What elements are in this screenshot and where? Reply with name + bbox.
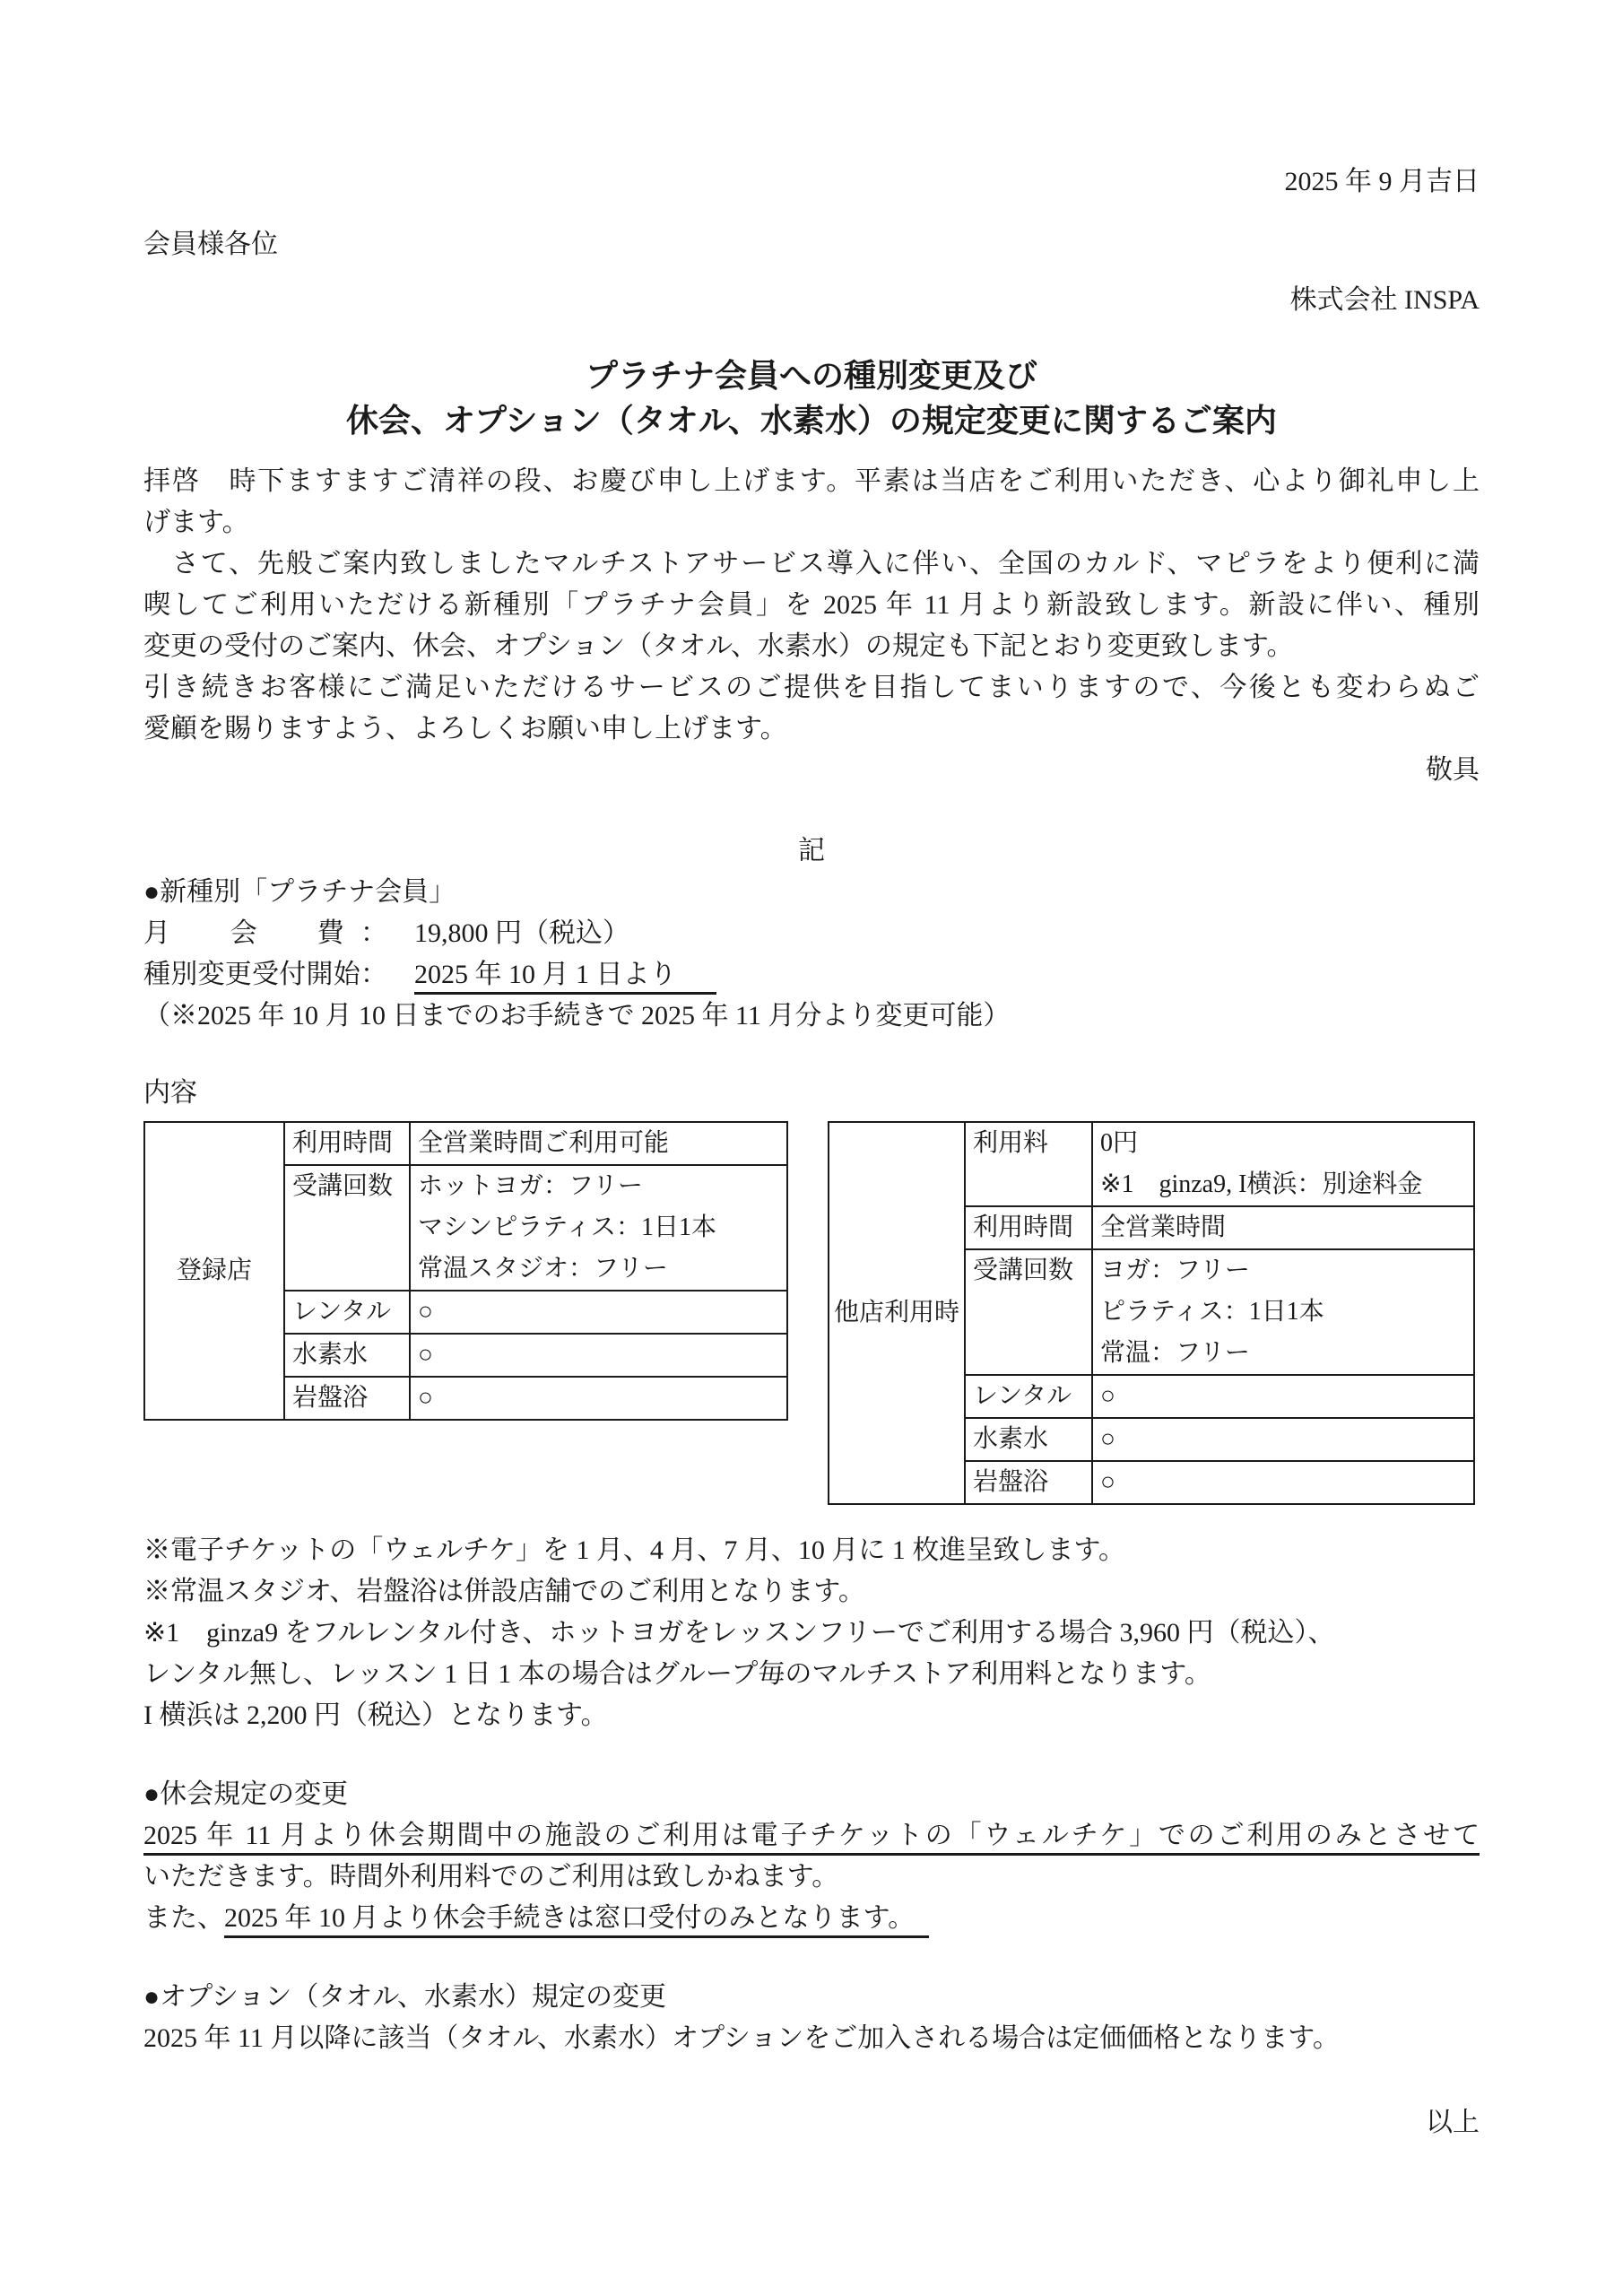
document-title bbox=[143, 353, 1480, 443]
date-line: 2025 年 9 月吉日 bbox=[1284, 167, 1480, 196]
row-label-cell: 水素水 bbox=[284, 1334, 410, 1377]
membership-note: （※2025 年 10 月 10 日までのお手続きで 2025 年 11 月分より変更可能） bbox=[143, 1001, 1011, 1031]
value-line: マシンピラティス：1日1本 bbox=[418, 1213, 717, 1241]
row-label-cell: 岩盤浴 bbox=[284, 1377, 410, 1420]
value-line: ヨガ：フリー bbox=[1100, 1257, 1250, 1284]
record-mark: 記 bbox=[798, 836, 825, 865]
suspension-underlined-text: 2025 年 10 月より休会手続きは窓口受付のみとなります。 bbox=[224, 1903, 929, 1938]
body-line: 拝啓 時下ますますご清祥の段、お慶び申し上げます。平素は当店をご利用いただき、心より御礼申し上 bbox=[143, 466, 1480, 496]
suspension-line bbox=[143, 1898, 1480, 1939]
row-label-cell: 利用時間 bbox=[965, 1206, 1092, 1249]
content-heading: 内容 bbox=[143, 1078, 197, 1108]
suspension-line bbox=[143, 1815, 1480, 1857]
row-value-cell bbox=[410, 1165, 787, 1291]
row-label-cell: 受講回数 bbox=[284, 1165, 410, 1291]
row-value-cell: ○ bbox=[410, 1291, 787, 1334]
suspension-underlined-text: 2025 年 11 月より休会期間中の施設のご利用は電子チケットの「ウェルチケ」でのご利用のみとさせて bbox=[143, 1821, 1480, 1856]
value-line: ※1 ginza9, I横浜：別途料金 bbox=[1100, 1170, 1423, 1198]
membership-start-value: 2025 年 10 月 1 日より bbox=[414, 960, 716, 995]
value-line: ピラティス：1日1本 bbox=[1100, 1298, 1324, 1326]
value-line: ホットヨガ：フリー bbox=[418, 1172, 643, 1200]
recipient-line: 会員様各位 bbox=[143, 230, 278, 259]
closing-word: 敬具 bbox=[1426, 755, 1480, 785]
membership-fee-value: 19,800 円（税込） bbox=[414, 918, 629, 948]
row-value-cell bbox=[1092, 1249, 1474, 1375]
membership-heading: ●新種別「プラチナ会員」 bbox=[143, 877, 456, 907]
option-line: 2025 年 11 月以降に該当（タオル、水素水）オプションをご加入される場合は定価価格となります。 bbox=[143, 2023, 1340, 2053]
title-line-1: プラチナ会員への種別変更及び bbox=[585, 358, 1037, 394]
membership-start-label: 種別変更受付開始： bbox=[143, 960, 387, 989]
row-value-cell: ○ bbox=[1092, 1461, 1474, 1504]
row-label-cell: 岩盤浴 bbox=[965, 1461, 1092, 1504]
group-label-cell: 他店利用時 bbox=[829, 1122, 965, 1504]
value-line: 0円 bbox=[1100, 1129, 1139, 1157]
row-label-cell: 利用料 bbox=[965, 1122, 1092, 1206]
suspension-line-prefix: また、 bbox=[143, 1903, 224, 1933]
row-value-cell: ○ bbox=[1092, 1375, 1474, 1418]
note-line: ※電子チケットの「ウェルチケ」を 1 月、4 月、7 月、10 月に 1 枚進呈致します。 bbox=[143, 1535, 1125, 1565]
group-label-cell: 登録店 bbox=[144, 1122, 284, 1420]
row-label-cell: 利用時間 bbox=[284, 1122, 410, 1165]
row-value-cell: ○ bbox=[410, 1377, 787, 1420]
value-line: 常温スタジオ：フリー bbox=[418, 1255, 668, 1283]
body-line: 愛顧を賜りますよう、よろしくお願い申し上げます。 bbox=[143, 714, 787, 744]
row-value-cell: ○ bbox=[1092, 1418, 1474, 1461]
row-label-cell: 受講回数 bbox=[965, 1249, 1092, 1375]
table-row bbox=[829, 1122, 1474, 1206]
row-value-cell bbox=[1092, 1122, 1474, 1206]
note-line: ※1 ginza9 をフルレンタル付き、ホットヨガをレッスンフリーでご利用する場合 3,960 円（税込）、 bbox=[143, 1618, 1335, 1648]
row-label-cell: レンタル bbox=[284, 1291, 410, 1334]
other-store-table bbox=[828, 1121, 1475, 1505]
value-line: 常温：フリー bbox=[1100, 1339, 1250, 1367]
suspension-line: いただきます。時間外利用料でのご利用は致しかねます。 bbox=[143, 1862, 839, 1892]
content-tables bbox=[143, 1121, 1480, 1505]
greeting-paragraph bbox=[143, 461, 1480, 791]
end-mark: 以上 bbox=[1426, 2108, 1480, 2137]
membership-fee-label: 月 会 費： bbox=[143, 918, 387, 948]
suspension-heading: ●休会規定の変更 bbox=[143, 1779, 349, 1809]
row-value-cell: 全営業時間 bbox=[1092, 1206, 1474, 1249]
body-line: げます。 bbox=[143, 508, 249, 537]
registered-store-table bbox=[143, 1121, 788, 1421]
row-value-cell: ○ bbox=[410, 1334, 787, 1377]
option-heading: ●オプション（タオル、水素水）規定の変更 bbox=[143, 1982, 667, 2012]
membership-start-line bbox=[143, 954, 1480, 996]
body-line: 引き続きお客様にご満足いただけるサービスのご提供を目指してまいりますので、今後とも変わらぬご bbox=[143, 673, 1480, 702]
body-line: さて、先般ご案内致しましたマルチストアサービス導入に伴い、全国のカルド、マピラをより便利に満 bbox=[143, 549, 1480, 578]
body-line: 喫してご利用いただける新種別「プラチナ会員」を 2025 年 11 月より新設致します。新設に伴い、種別 bbox=[143, 590, 1480, 620]
note-line: I 横浜は 2,200 円（税込）となります。 bbox=[143, 1700, 608, 1730]
table-row bbox=[144, 1122, 787, 1165]
notes-block bbox=[143, 1530, 1480, 1736]
note-line: ※常温スタジオ、岩盤浴は併設店舗でのご利用となります。 bbox=[143, 1577, 865, 1606]
title-line-2: 休会、オプション（タオル、水素水）の規定変更に関するご案内 bbox=[346, 403, 1277, 439]
row-value-cell: 全営業時間ご利用可能 bbox=[410, 1122, 787, 1165]
membership-fee-line bbox=[143, 913, 1480, 954]
body-line: 変更の受付のご案内、休会、オプション（タオル、水素水）の規定も下記とおり変更致します。 bbox=[143, 631, 1294, 661]
note-line: レンタル無し、レッスン 1 日 1 本の場合はグループ毎のマルチストア利用料となります。 bbox=[143, 1659, 1211, 1689]
company-line: 株式会社 INSPA bbox=[1289, 285, 1480, 315]
row-label-cell: レンタル bbox=[965, 1375, 1092, 1418]
row-label-cell: 水素水 bbox=[965, 1418, 1092, 1461]
